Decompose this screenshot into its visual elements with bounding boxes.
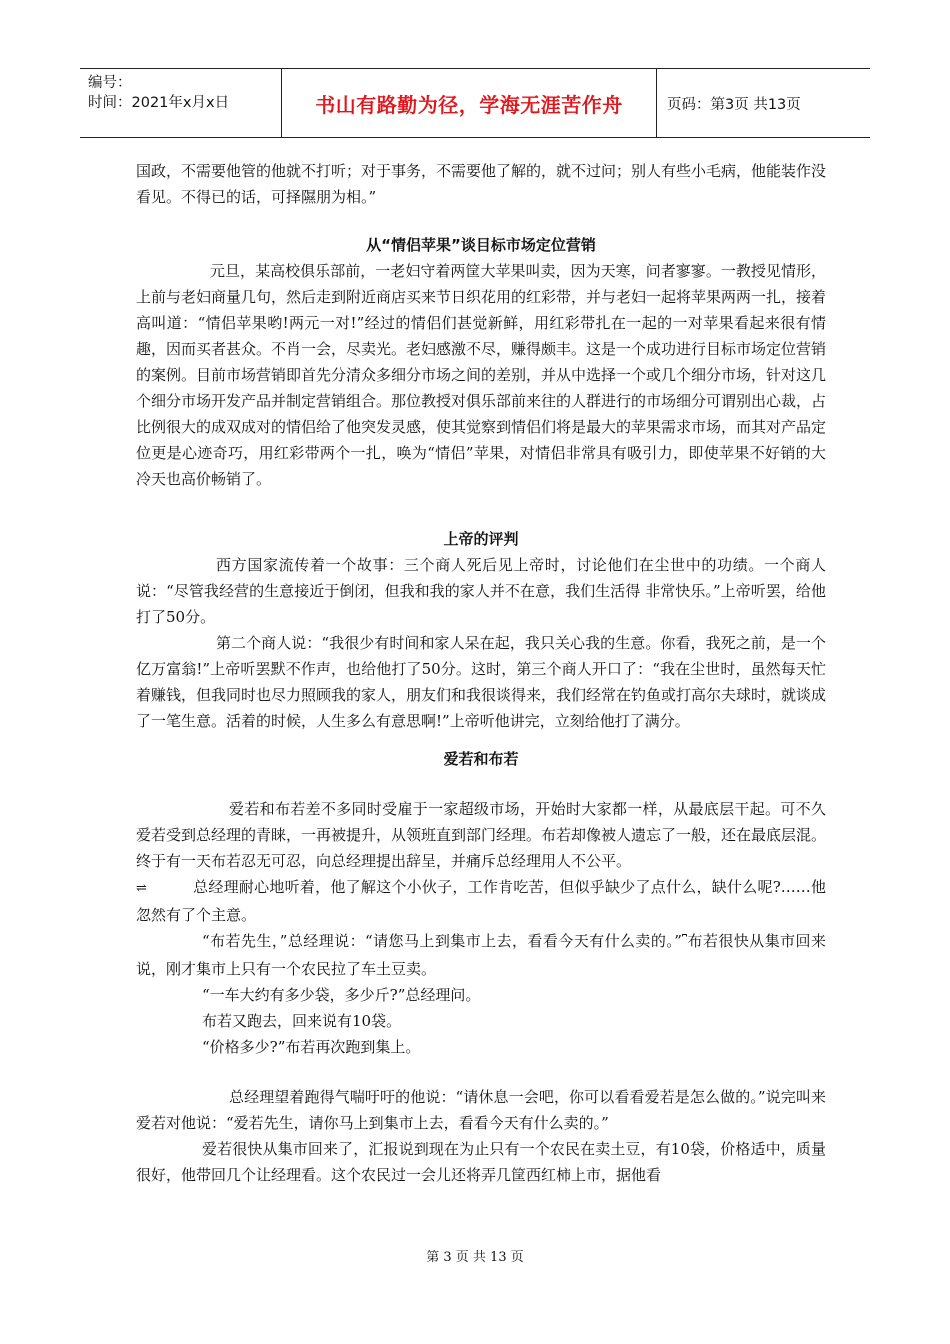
number-label: 编号：	[88, 75, 132, 91]
section-airuo-buruo	[136, 746, 826, 1188]
section-title: 从“情侣苹果”谈目标市场定位营销	[366, 236, 596, 254]
header-page-info: 页码：第3页 共13页	[667, 96, 801, 113]
date-label: 时间：2021年x月x日	[88, 95, 230, 111]
section-paragraph: 爱若很快从集市回来了，汇报说到现在为止只有一个农民在卖土豆，有10袋，价格适中，质量很好，他带回几个让经理看。这个农民过一会儿还将弄几筐西红柿上市，据他看	[136, 1140, 826, 1184]
section-paragraph	[136, 874, 826, 928]
section-paragraph: 总经理望着跑得气喘吁吁的他说：“请休息一会吧，你可以看看爱若是怎么做的。”说完叫来爱若对他说：“爱若先生，请你马上到集市上去，看看今天有什么卖的。”	[136, 1088, 826, 1132]
section-paragraph: 爱若和布若差不多同时受雇于一家超级市场，开始时大家都一样，从最底层干起。可不久爱若受到总经理的青睐，一再被提升，从领班直到部门经理。布若却像被人遗忘了一般，还在最底层混。终于有一天布若忍无可忍，向总经理提出辞呈，并痛斥总经理用人不公平。	[136, 800, 827, 870]
section-gods-judgement	[136, 526, 826, 734]
paragraph-text: 布若很快从集市回来说，刚才集市上只有一个农民拉了车土豆卖。	[136, 932, 826, 978]
section-paragraph: “价格多少?”布若再次跑到集上。	[202, 1038, 421, 1056]
header-motto-cell	[282, 69, 657, 137]
section-paragraph: “一车大约有多少袋，多少斤?”总经理问。	[202, 986, 481, 1004]
document-header	[80, 68, 870, 138]
section-title: 上帝的评判	[443, 530, 519, 548]
section-paragraph: 布若又跑去，回来说有10袋。	[202, 1012, 402, 1030]
page-footer: 第 3 页 共 13 页	[426, 1250, 524, 1265]
section-paragraph: 西方国家流传着一个故事：三个商人死后见上帝时，讨论他们在尘世中的功绩。一个商人说：“尽管我经营的生意接近于倒闭，但我和我的家人并不在意，我们生活得 非常快乐。”上帝听罢，给他打了50分。	[136, 556, 826, 626]
intro-paragraph: 国政，不需要他管的他就不打听；对于事务，不需要他了解的，就不过问；别人有些小毛病，他能装作没看见。不得已的话，可择隰朋为相。”	[136, 162, 827, 206]
paragraph-text: 总经理耐心地听着，他了解这个小伙子，工作肯吃苦，但似乎缺少了点什么，缺什么呢?……他忽然有了个主意。	[136, 878, 826, 924]
edit-mark: ⎴	[681, 935, 688, 950]
header-motto: 书山有路勤为径，学海无涯苦作舟	[315, 92, 623, 117]
section-paragraph: 第二个商人说：“我很少有时间和家人呆在起，我只关心我的生意。你看，我死之前，是一个亿万富翁!”上帝听罢默不作声，也给他打了50分。这时，第三个商人开口了：“我在尘世时，虽然每天忙着赚钱，但我同时也尽力照顾我的家人，朋友们和我很谈得来，我们经常在钓鱼或打高尔夫球时，就谈成了一笔生意。活着的时候，人生多么有意思啊!”上帝听他讲完，立刻给他打了满分。	[136, 634, 827, 730]
section-paragraph: 元旦，某高校俱乐部前，一老妇守着两筐大苹果叫卖，因为天寒，问者寥寥。一教授见情形，上前与老妇商量几句，然后走到附近商店买来节日织花用的红彩带，并与老妇一起将苹果两两一扎，接着高叫道：“情侣苹果哟!两元一对!”经过的情侣们甚觉新鲜，用红彩带扎在一起的一对苹果看起来很有情趣，因而买者甚众。不肖一会，尽卖光。老妇感激不尽，赚得颇丰。这是一个成功进行目标市场定位营销的案例。目前市场营销即首先分清众多细分市场之间的差别，并从中选择一个或几个细分市场，针对这几个细分市场开发产品并制定营销组合。那位教授对俱乐部前来往的人群进行的市场细分可谓别出心裁，占比例很大的成双成对的情侣给了他突发灵感，使其觉察到情侣们将是最大的苹果需求市场，而其对产品定位更是心迹奇巧，用红彩带两个一扎，唤为“情侣”苹果，对情侣非常具有吸引力，即使苹果不好销的大冷天也高价畅销了。	[136, 262, 827, 488]
paragraph-text: “布若先生，”总经理说：“请您马上到集市上去，看看今天有什么卖的。”	[202, 932, 682, 950]
section-title: 爱若和布若	[443, 750, 519, 768]
section-paragraph	[136, 928, 826, 982]
header-meta	[80, 69, 282, 137]
section-targeting	[136, 232, 826, 492]
intro-block	[136, 158, 826, 210]
edit-mark: ⇌	[136, 881, 147, 896]
